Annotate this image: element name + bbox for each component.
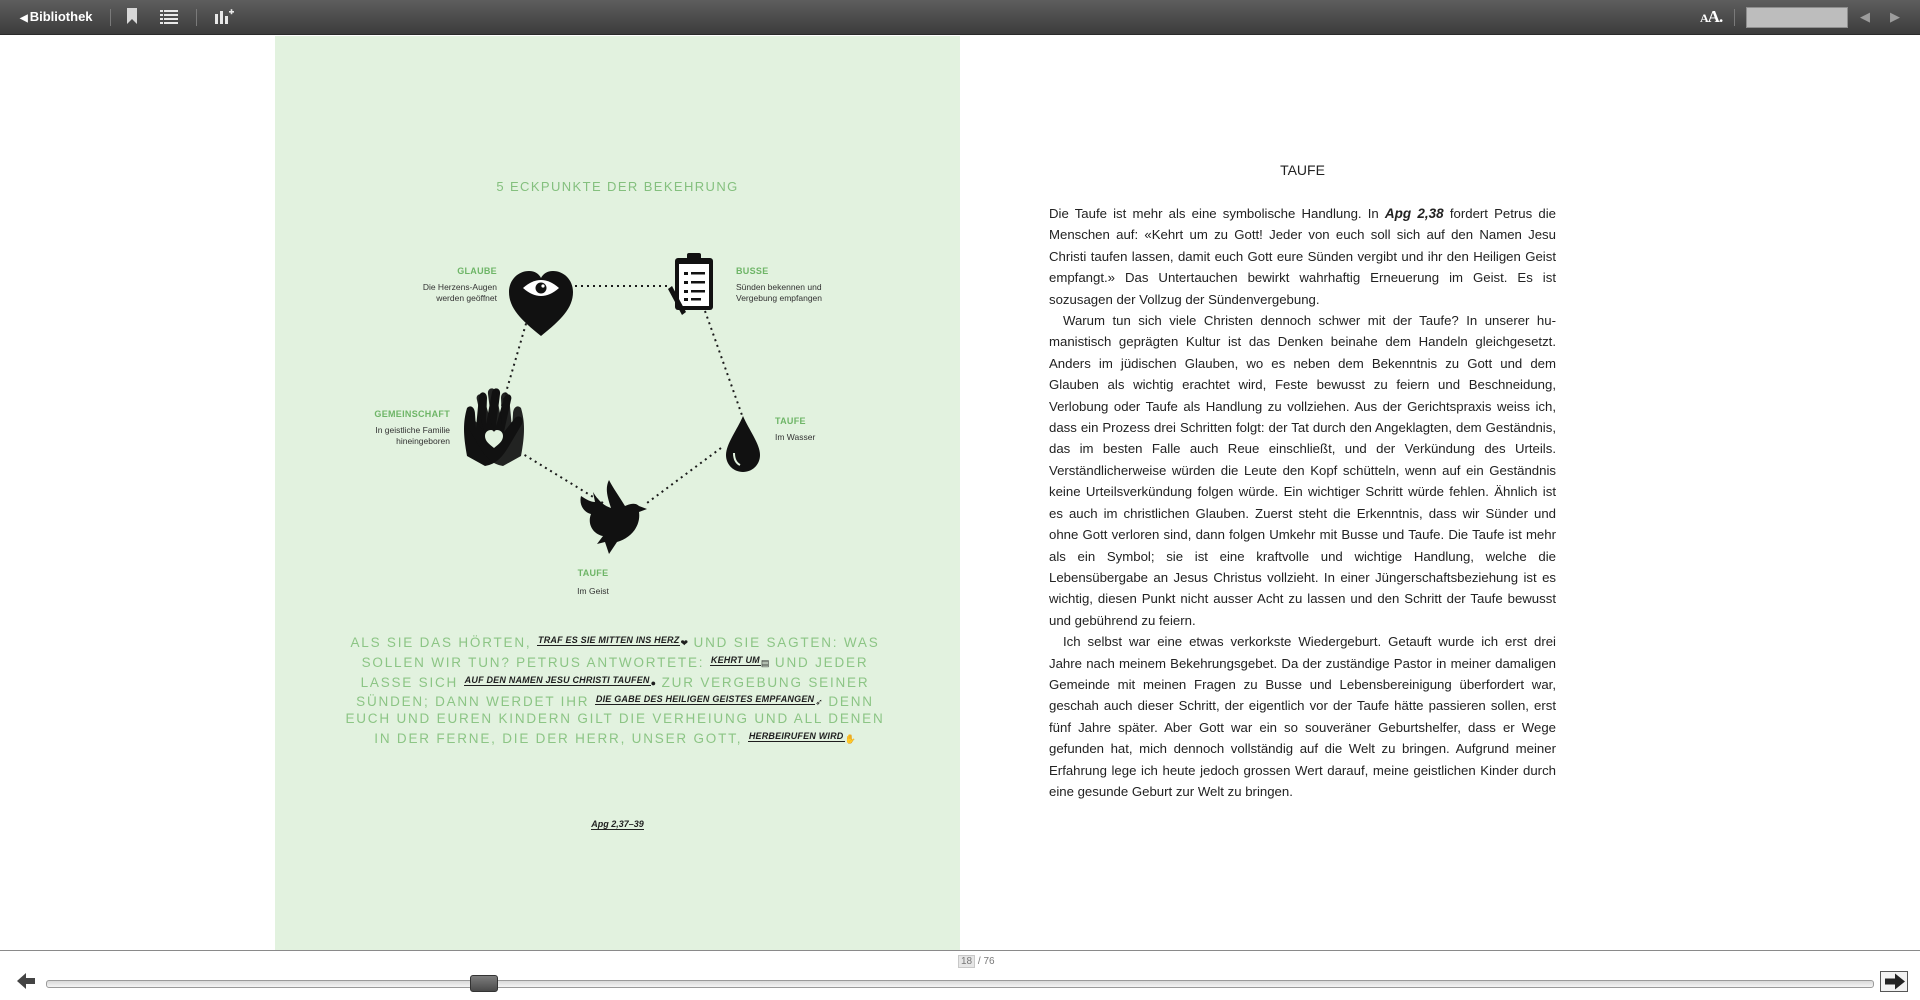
dove-small-icon: ➶ [815, 697, 823, 708]
verse-insert: KEHRT UM [710, 654, 760, 665]
hands-heart-icon [464, 388, 524, 466]
bookmark-icon[interactable] [126, 8, 138, 30]
node-sub-glaube-1: Die Herzens-Augen [422, 282, 497, 292]
clipboard-icon [668, 253, 713, 315]
dove-icon [580, 480, 647, 554]
toolbar-divider [1734, 9, 1735, 26]
verse-text: UND SIE SAGTEN: WAS SOLLEN WIR TUN? PETRUS ANTWORTETE: [361, 635, 880, 670]
verse-text: UND JEDER LASSE SICH [360, 654, 869, 690]
font-dot: . [1718, 7, 1723, 26]
node-sub-busse-1: Sünden bekennen und [736, 282, 822, 292]
chapter-title: TAUFE [1280, 162, 1325, 178]
page-indicator [958, 956, 995, 967]
page-slider-track[interactable] [46, 980, 1874, 988]
node-title-taufe-wasser: TAUFE [775, 416, 806, 426]
chart-plus-icon[interactable] [214, 8, 234, 30]
page-slider-thumb[interactable] [470, 975, 498, 992]
font-big-glyph: A [1707, 7, 1719, 26]
node-sub-gemeinschaft-1: In geistliche Familie [375, 425, 450, 435]
bottom-navigation-bar [0, 950, 1920, 1000]
drop-small-icon: ● [650, 677, 657, 688]
verse-block [345, 632, 885, 748]
left-page [275, 36, 960, 950]
arrow-right-icon [1881, 972, 1907, 991]
node-sub-taufe-geist: Im Geist [577, 586, 609, 596]
prev-page-button[interactable] [16, 972, 36, 990]
node-title-busse: BUSSE [736, 266, 769, 276]
back-arrow-icon: ◀ [20, 13, 28, 24]
verse-insert: DIE GABE DES HEILIGEN GEISTES EMPFANGEN [595, 694, 815, 705]
node-title-gemeinschaft: GEMEINSCHAFT [374, 409, 450, 419]
library-back-button[interactable] [20, 9, 93, 24]
verse-text: ZUR VERGEBUNG SEINER SÜNDEN; DANN WERDET IHR [356, 674, 870, 710]
node-sub-gemeinschaft-2: hineingeboren [396, 436, 450, 446]
clipboard-small-icon: ▤ [760, 657, 770, 668]
node-sub-glaube-2: werden geöffnet [436, 293, 497, 303]
paragraph-text: Die Taufe ist mehr als eine symbolische Handlung. In [1049, 206, 1385, 221]
library-back-label: Bibliothek [29, 9, 93, 24]
water-drop-icon [726, 416, 760, 472]
heart-eye-icon [509, 271, 573, 336]
search-prev-button[interactable] [1860, 9, 1870, 25]
total-pages: / 76 [977, 956, 995, 967]
verse-text: ALS SIE DAS HÖRTEN, [350, 635, 532, 650]
top-toolbar [0, 0, 1920, 35]
current-page: 18 [958, 955, 975, 968]
paragraph: Warum tun sich viele Christen dennoch schwer mit der Taufe? In unserer humanistisch geprägten Kultur ist das Denken beinahe dem Handeln gleichgesetzt. Anders im jüdischen Glauben, wo es neben dem Bekenntnis zu Gott und dem Glauben als wichtig erachtet wird, Feste bewusst zu feiern und Beschneidung, Verlobung oder Taufe als Handlung zu vollziehen. Aus der Gerichtspraxis weiss ich, dass ein Prozess drei Schritten folgt: der Tat durch den Angeklagten, dem Geständnis, das im besten Falle auch Reue einschließt, und der Verkündung des Urteils. Verständlicherweise würden die Leute den Kopf schütteln, wenn auf ein Geständnis keine Urteilsverkündung folgen würde. Ein wichtiger Schritt würde fehlen. Ähnlich ist es auch im christlichen Glauben. Zuerst steht die Erkenntnis, dass wir Sünder und ohne Gott verloren sind, dann folgen Umkehr mit Busse und Taufe. Die Taufe ist mehr als ein Symbol; sie ist eine kraftvolle und wichtige Handlung, welche die Lebensübergabe an Jesus Christus vollzieht. In einer Jüngerschaftsbeziehung ist es wichtig, diesen Punkt nicht ausser Acht zu lassen und den Schritt der Taufe bewusst und gebührend zu feiern. [1049, 313, 1556, 628]
bible-reference-link[interactable]: Apg 2,38 [1384, 206, 1444, 221]
node-title-taufe-geist: TAUFE [577, 568, 609, 578]
toolbar-divider [196, 9, 197, 26]
font-size-button[interactable] [1700, 7, 1722, 27]
verse-text: DENN EUCH UND EUREN KINDERN GILT DIE VERHEIUNG UND ALL DENEN IN DER FERNE, DIE DER HERR, UNSER GOTT, [345, 694, 885, 746]
next-arrow-icon: ▶ [1890, 9, 1900, 24]
arrow-left-icon [16, 972, 36, 990]
pentagon-diagram [275, 36, 960, 950]
list-icon[interactable] [160, 8, 178, 30]
paragraph [1049, 203, 1556, 310]
font-small-glyph: A [1700, 11, 1708, 25]
search-input[interactable] [1746, 7, 1848, 28]
verse-insert: AUF DEN NAMEN JESU CHRISTI TAUFEN [464, 674, 650, 685]
search-next-button[interactable] [1890, 9, 1900, 25]
next-page-button[interactable] [1880, 971, 1908, 992]
verse-insert: TRAF ES SIE MITTEN INS HERZ [538, 635, 680, 645]
paragraph: Ich selbst war eine etwas verkorkste Wiedergeburt. Getauft wurde ich erst drei Jahre nach meinem Bekehrungsgebet. Da der zuständige Pastor in meiner damaligen Gemeinde mit meinen Fragen zu Busse und Lebensbereinigung überfordert war, geschah auch dieser Schritt, der eigentlich vor der Taufe hätte passieren sollen, erst fünf Jahre später. Aber Gott war ein so souveräner Geburtshelfer, dass er Wege gefunden hat, mich dennoch vollständig auf die Welt zu bringen. Aufgrund meiner Erfahrung lege ich heute jedoch grossen Wert darauf, meine geistlichen Kinder durch eine gesunde Geburt zur Welt zu bringen. [1049, 634, 1556, 799]
heart-small-icon: ❤ [680, 638, 688, 648]
infographic-heading: 5 ECKPUNKTE DER BEKEHRUNG [496, 179, 739, 194]
verse-reference [275, 819, 960, 829]
node-sub-taufe-wasser: Im Wasser [775, 432, 816, 442]
node-sub-busse-2: Vergebung empfangen [736, 293, 823, 303]
toolbar-divider [110, 9, 111, 26]
prev-arrow-icon: ◀ [1860, 9, 1870, 24]
verse-insert: HERBEIRUFEN WIRD [748, 730, 844, 741]
node-title-glaube: GLAUBE [457, 266, 497, 276]
hands-small-icon: ✋ [844, 733, 856, 744]
chapter-body [1049, 203, 1556, 802]
verse-reference-text: Apg 2,37–39 [591, 819, 644, 829]
paragraph-text: fordert Petrus die Menschen auf: «Kehrt um zu Gott! Jeder von euch soll sich auf den Namen Jesu Christi taufen lassen, damit euch Gott eure Sünden vergibt und ihr den Heiligen Geist empfangt.» Das Untertauchen bewirkt wahrhaftig Erneuerung im Geist. Es ist sozusagen der Vollzug der Sündenvergebung. [1049, 206, 1556, 307]
